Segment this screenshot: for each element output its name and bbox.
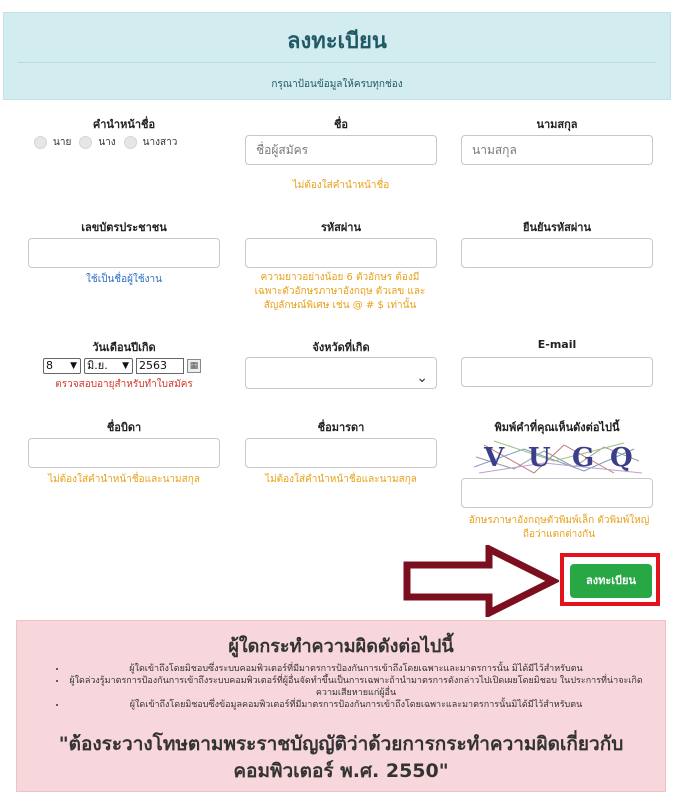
warning-item: • ผู้ใดเข้าถึงโดยมิชอบซึ่งข้อมูลคอมพิวเตอร์ที่มีมาตรการป้องกันการเข้าถึงโดยเฉพาะและมาตรการนั้นมิได้มีไว้สำหรับตน bbox=[67, 699, 645, 711]
email-input[interactable] bbox=[461, 357, 653, 387]
prefix-radio-mr[interactable] bbox=[34, 135, 71, 150]
captcha-char: G bbox=[572, 443, 595, 473]
father-name-label: ชื่อบิดา bbox=[106, 421, 142, 434]
province-label: จังหวัดที่เกิด bbox=[312, 341, 370, 354]
first-name-label: ชื่อ bbox=[333, 118, 349, 131]
calendar-icon[interactable]: ▦ bbox=[187, 359, 201, 373]
header-divider bbox=[18, 62, 656, 63]
birth-month-value: มิ.ย. bbox=[87, 359, 108, 372]
captcha-label: พิมพ์คำที่คุณเห็นดังต่อไปนี้ bbox=[494, 421, 620, 434]
warning-law-text: "ต้องระวางโทษตามพระราชบัญญัติว่าด้วยการกระทำความผิดเกี่ยวกับคอมพิวเตอร์ พ.ศ. 2550" bbox=[58, 733, 624, 782]
birth-day-value: 8 bbox=[46, 359, 53, 372]
page-title: ลงทะเบียน bbox=[287, 29, 387, 54]
legal-warning-box bbox=[16, 620, 666, 792]
chevron-down-icon: ⌄ bbox=[416, 370, 428, 386]
captcha-char: Q bbox=[610, 443, 633, 473]
password-hint: ความยาวอย่างน้อย 6 ตัวอักษร ต้องมีเฉพาะตัวอักษรภาษาอังกฤษ ตัวเลข และสัญลักษณ์พิเศษ เช่น @ # $ เท่านั้น bbox=[254, 272, 426, 311]
register-button[interactable]: ลงทะเบียน bbox=[570, 564, 652, 598]
radio-circle bbox=[34, 136, 47, 149]
captcha-input[interactable] bbox=[461, 478, 653, 508]
father-name-hint: ไม่ต้องใส่คำนำหน้าชื่อและนามสกุล bbox=[48, 474, 200, 485]
citizen-id-input[interactable] bbox=[28, 238, 220, 268]
warning-item: • ผู้ใดเข้าถึงโดยมิชอบซึ่งระบบคอมพิวเตอร์ที่มีมาตรการป้องกันการเข้าถึงโดยเฉพาะและมาตรการนั้น มิได้มีไว้สำหรับตน bbox=[67, 663, 645, 675]
birth-day-select[interactable] bbox=[43, 358, 81, 374]
confirm-password-input[interactable] bbox=[461, 238, 653, 268]
citizen-id-hint: ใช้เป็นชื่อผู้ใช้งาน bbox=[86, 274, 162, 285]
birthdate-label: วันเดือนปีเกิด bbox=[92, 341, 156, 354]
captcha-char: V bbox=[484, 443, 505, 473]
province-select[interactable] bbox=[245, 357, 437, 389]
radio-label: นาง bbox=[98, 137, 116, 148]
radio-circle bbox=[79, 136, 92, 149]
last-name-input[interactable]: นามสกุล bbox=[461, 135, 653, 165]
radio-circle bbox=[124, 136, 137, 149]
birth-month-select[interactable] bbox=[84, 358, 133, 374]
birth-year-input[interactable]: 2563 bbox=[136, 358, 184, 374]
prefix-radio-mrs[interactable] bbox=[79, 135, 115, 150]
prefix-radio-group bbox=[34, 135, 177, 150]
prefix-label: คำนำหน้าชื่อ bbox=[92, 118, 156, 131]
captcha-image bbox=[474, 439, 642, 477]
warning-list bbox=[67, 663, 645, 711]
password-label: รหัสผ่าน bbox=[320, 221, 361, 234]
first-name-hint: ไม่ต้องใส่คำนำหน้าชื่อ bbox=[292, 180, 390, 191]
page-header bbox=[3, 12, 671, 100]
citizen-id-label: เลขบัตรประชาชน bbox=[81, 221, 167, 234]
chevron-down-icon: ▼ bbox=[70, 361, 77, 371]
password-input[interactable] bbox=[245, 238, 437, 268]
last-name-label: นามสกุล bbox=[536, 118, 578, 131]
mother-name-hint: ไม่ต้องใส่คำนำหน้าชื่อและนามสกุล bbox=[265, 474, 417, 485]
confirm-password-label: ยืนยันรหัสผ่าน bbox=[523, 221, 591, 234]
radio-label: นาย bbox=[53, 137, 72, 148]
mother-name-input[interactable] bbox=[245, 438, 437, 468]
arrow-right-icon bbox=[403, 545, 559, 617]
father-name-input[interactable] bbox=[28, 438, 220, 468]
warning-item: • ผู้ใดล่วงรู้มาตรการป้องกันการเข้าถึงระบบคอมพิวเตอร์ที่ผู้อื่นจัดทำขึ้นเป็นการเฉพาะถ้านำมาตรการดังกล่าวไปเปิดเผยโดยมิชอบ ในประการที่น่าจะเกิดความเสียหายแก่ผู้อื่น bbox=[67, 675, 645, 699]
mother-name-label: ชื่อมารดา bbox=[317, 421, 365, 434]
birthdate-hint: ตรวจสอบอายุสำหรับทำใบสมัคร bbox=[55, 379, 193, 390]
prefix-radio-miss[interactable] bbox=[124, 135, 178, 150]
first-name-input[interactable]: ชื่อผู้สมัคร bbox=[245, 135, 437, 165]
radio-label: นางสาว bbox=[142, 137, 178, 148]
page-subtitle: กรุณาป้อนข้อมูลให้ครบทุกช่อง bbox=[271, 79, 403, 90]
captcha-char: U bbox=[528, 443, 551, 473]
email-label: E-mail bbox=[537, 338, 577, 351]
chevron-down-icon: ▼ bbox=[122, 361, 129, 371]
captcha-hint: อักษรภาษาอังกฤษตัวพิมพ์เล็ก ตัวพิมพ์ใหญ่ ถือว่าแตกต่างกัน bbox=[468, 515, 650, 540]
warning-title: ผู้ใดกระทำความผิดดังต่อไปนี้ bbox=[228, 636, 454, 657]
